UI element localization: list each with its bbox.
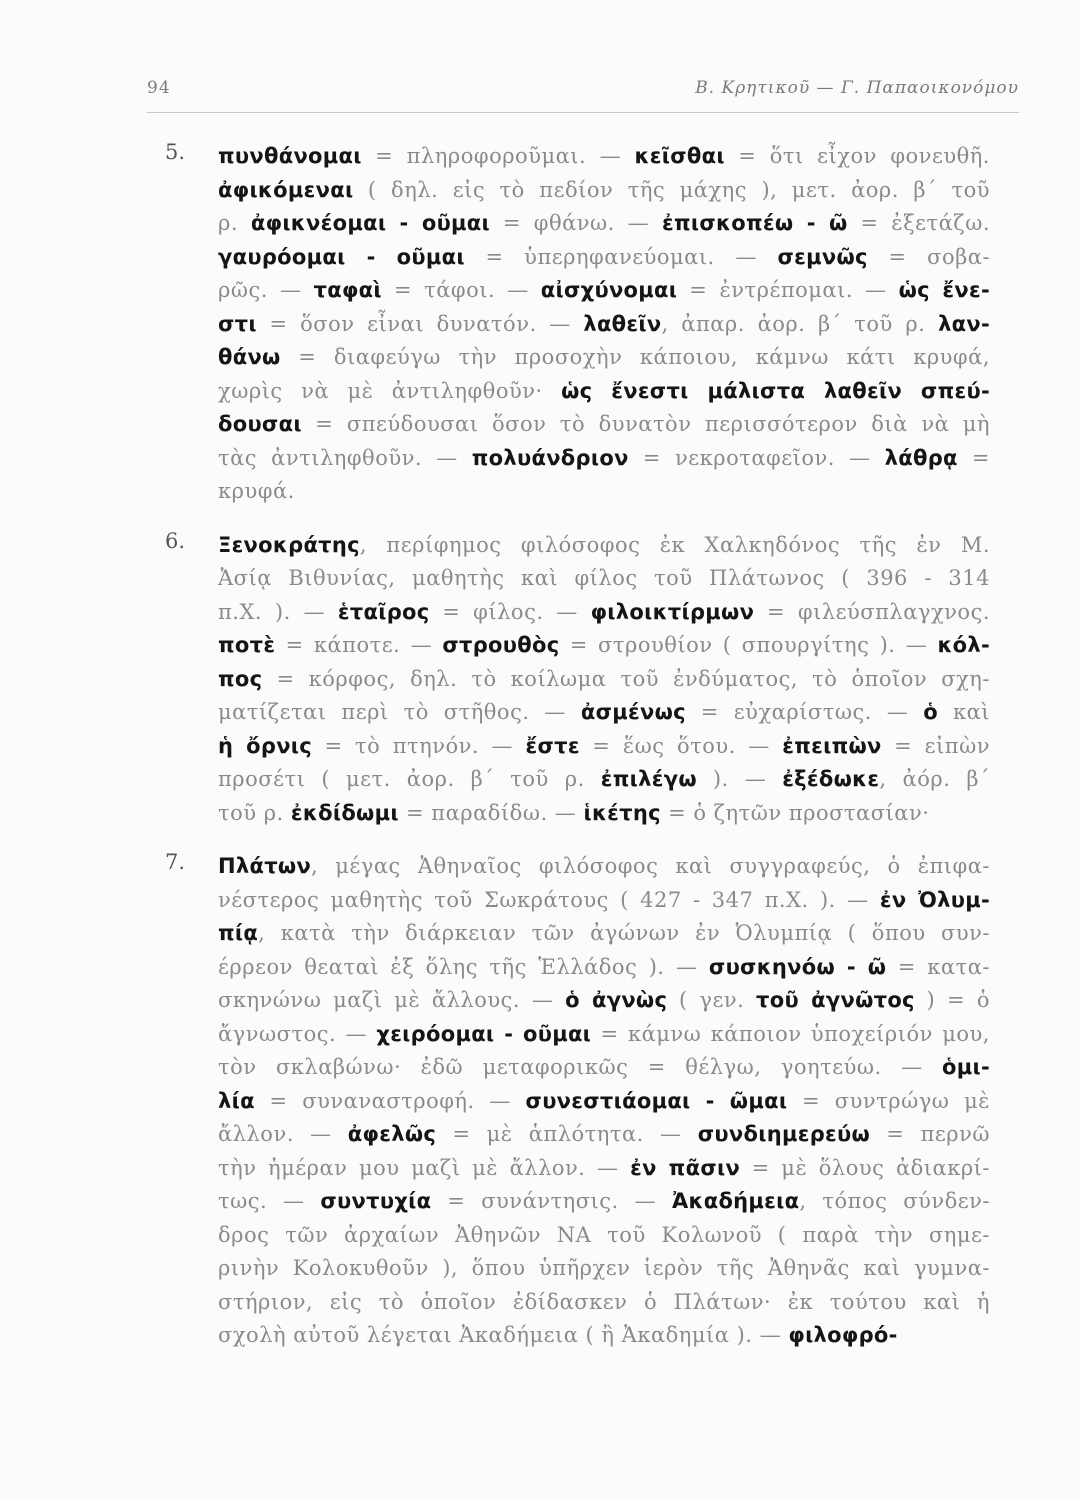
text-line bbox=[218, 475, 990, 509]
glossary-entry bbox=[165, 850, 990, 1353]
text-line bbox=[218, 207, 990, 241]
definition-text: ἄγνωστος. — bbox=[218, 1021, 377, 1046]
text-line bbox=[218, 850, 990, 884]
definition-text: , ἀπαρ. ἀορ. β΄ τοῦ ρ. bbox=[661, 311, 939, 336]
text-line bbox=[218, 1219, 990, 1253]
header-rule bbox=[147, 112, 1019, 113]
definition-text: καὶ bbox=[938, 700, 990, 724]
text-line bbox=[218, 140, 990, 174]
text-line bbox=[218, 529, 990, 563]
text-line bbox=[218, 1286, 990, 1320]
headword: φιλοικτίρμων bbox=[590, 599, 755, 624]
definition-text: χωρὶς νὰ μὲ ἀντιληφθοῦν· bbox=[218, 378, 562, 403]
headword: πίᾳ bbox=[218, 921, 259, 945]
text-line bbox=[218, 663, 990, 697]
text-line bbox=[218, 274, 990, 308]
definition-text: νέστερος μαθητὴς τοῦ Σωκράτους ( 427 - 347 π.Χ. ). — bbox=[218, 887, 880, 912]
definition-text: ματίζεται περὶ τὸ στῆθος. — bbox=[218, 700, 581, 724]
headword: ὡς ἔνε- bbox=[898, 278, 990, 302]
definition-text: = τάφοι. — bbox=[381, 278, 541, 302]
glossary-body bbox=[165, 140, 990, 1373]
text-line bbox=[218, 730, 990, 764]
running-title: Β. Κρητικοῦ — Γ. Παπαοικονόμου bbox=[695, 78, 1019, 98]
text-line bbox=[218, 241, 990, 275]
headword: δουσαι bbox=[218, 412, 302, 436]
headword: ἀσμένως bbox=[580, 700, 686, 724]
headword: Ἀκαδήμεια bbox=[671, 1189, 800, 1213]
definition-text: = κάποτε. — bbox=[275, 633, 443, 657]
headword: ἀφελῶς bbox=[347, 1122, 437, 1146]
definition-text: κρυφά. bbox=[218, 479, 295, 503]
definition-text: = κατα- bbox=[886, 954, 990, 979]
definition-text: = συναναστροφή. — bbox=[254, 1088, 526, 1113]
definition-text: στήριον, εἰς τὸ ὁποῖον ἐδίδασκεν ὁ Πλάτων· ἐκ τούτου καὶ ἡ bbox=[218, 1289, 990, 1314]
headword: συντυχία bbox=[320, 1189, 432, 1213]
headword: ὁ ἀγνὼς bbox=[565, 988, 668, 1012]
text-line bbox=[218, 174, 990, 208]
headword: φιλοφρό- bbox=[788, 1323, 898, 1347]
definition-text: = συνάντησις. — bbox=[431, 1189, 672, 1213]
text-line bbox=[218, 984, 990, 1018]
definition-text: = τὸ πτηνόν. — bbox=[312, 733, 526, 758]
headword: θάνω bbox=[218, 345, 281, 369]
headword: σεμνῶς bbox=[777, 244, 868, 269]
headword: πολυάνδριον bbox=[471, 445, 629, 470]
definition-text: = παραδίδω. — bbox=[398, 800, 584, 825]
text-line bbox=[218, 1118, 990, 1152]
text-line bbox=[218, 1152, 990, 1186]
entry-number: 6. bbox=[165, 528, 186, 553]
definition-text: = εὐχαρίστως. — bbox=[685, 700, 924, 724]
text-line bbox=[218, 442, 990, 476]
headword: χειρόομαι - οῦμαι bbox=[376, 1021, 592, 1046]
page-header bbox=[147, 78, 1019, 112]
definition-text: ρινὴν Κολοκυθοῦν ), ὅπου ὑπῆρχεν ἱερὸν τῆς Ἀθηνᾶς καὶ γυμνα- bbox=[218, 1256, 990, 1280]
headword: συνεστιάομαι - ῶμαι bbox=[525, 1088, 788, 1113]
headword: ἐν Ὀλυμ- bbox=[879, 887, 990, 912]
definition-text: = ὁ ζητῶν προστασίαν· bbox=[660, 800, 930, 825]
definition-text: = φιλεύσπλαγχνος. bbox=[754, 599, 990, 624]
headword: ἀφικόμεναι bbox=[218, 177, 354, 202]
headword: ἔστε bbox=[525, 733, 580, 758]
definition-text: = ὅσον εἶναι δυνατόν. — bbox=[256, 311, 584, 336]
entry-number: 5. bbox=[165, 140, 186, 164]
definition-text: ) = ὁ bbox=[914, 988, 990, 1012]
definition-text: = εἰπὼν bbox=[881, 733, 990, 758]
headword: στι bbox=[218, 311, 257, 336]
headword: Ξενοκράτης bbox=[218, 532, 360, 557]
headword: Πλάτων bbox=[218, 854, 312, 878]
definition-text: έρρεον θεαταὶ ἐξ ὅλης τῆς Ἑλλάδος ). — bbox=[218, 954, 709, 979]
definition-text: ρῶς. — bbox=[218, 278, 314, 302]
definition-text: = ἕως ὅτου. — bbox=[579, 733, 783, 758]
definition-text: τὰς ἀντιληφθοῦν. — bbox=[218, 445, 472, 470]
headword: πυνθάνομαι bbox=[218, 144, 362, 168]
definition-text: = μὲ ἁπλότητα. — bbox=[436, 1122, 698, 1146]
text-line bbox=[218, 1185, 990, 1219]
text-line bbox=[218, 1051, 990, 1085]
definition-text: ρ. bbox=[218, 211, 251, 235]
headword: ἐν πᾶσιν bbox=[630, 1155, 741, 1180]
definition-text: π.Χ. ). — bbox=[218, 599, 338, 624]
headword: στρουθὸς bbox=[442, 633, 560, 657]
headword: λαν- bbox=[938, 311, 990, 336]
definition-text: = ὅτι εἶχον φονευθῆ. bbox=[724, 144, 990, 168]
definition-text: ( δηλ. εἰς τὸ πεδίον τῆς μάχης ), μετ. ἀορ. β΄ τοῦ bbox=[353, 177, 990, 202]
definition-text: = φθάνω. — bbox=[490, 211, 663, 235]
definition-text: = σοβα- bbox=[867, 244, 990, 269]
text-line bbox=[218, 1319, 990, 1353]
headword: ποτὲ bbox=[218, 633, 276, 657]
headword: λία bbox=[218, 1088, 255, 1113]
definition-text: δρος τῶν ἀρχαίων Ἀθηνῶν ΝΑ τοῦ Κολωνοῦ ( παρὰ τὴν σημε- bbox=[218, 1222, 990, 1247]
definition-text: = κόρφος, δηλ. τὸ κοίλωμα τοῦ ἐνδύματος, τὸ ὁποῖον σχη- bbox=[262, 666, 990, 691]
headword: λαθεῖν bbox=[583, 311, 662, 336]
headword: ταφαὶ bbox=[313, 278, 382, 302]
text-line bbox=[218, 596, 990, 630]
headword: λάθρᾳ bbox=[884, 445, 958, 470]
text-line bbox=[218, 797, 990, 831]
glossary-entry bbox=[165, 140, 990, 509]
definition-text: ). — bbox=[696, 767, 783, 791]
definition-text: = νεκροταφεῖον. — bbox=[628, 445, 885, 470]
definition-text: Ἀσίᾳ Βιθυνίας, μαθητὴς καὶ φίλος τοῦ Πλάτωνος ( 396 - 314 bbox=[218, 566, 990, 590]
headword: αἰσχύνομαι bbox=[540, 278, 678, 302]
text-line bbox=[218, 629, 990, 663]
text-line bbox=[218, 341, 990, 375]
headword: ἐκδίδωμι bbox=[290, 800, 399, 825]
page-number: 94 bbox=[147, 78, 171, 98]
definition-text: = κάμνω κάποιον ὑποχείριόν μου, bbox=[591, 1021, 990, 1046]
text-line bbox=[218, 562, 990, 596]
definition-text: = στρουθίον ( σπουργίτης ). — bbox=[559, 633, 938, 657]
definition-text: τοῦ ρ. bbox=[218, 800, 291, 825]
text-line bbox=[218, 917, 990, 951]
definition-text: = ἐντρέπομαι. — bbox=[677, 278, 899, 302]
definition-text: , περίφημος φιλόσοφος ἐκ Χαλκηδόνος τῆς ἐν Μ. bbox=[359, 532, 990, 557]
text-line bbox=[218, 308, 990, 342]
definition-text: προσέτι ( μετ. ἀορ. β΄ τοῦ ρ. bbox=[218, 767, 601, 791]
definition-text: τὸν σκλαβώνω· ἐδῶ μεταφορικῶς = θέλγω, γοητεύω. — bbox=[218, 1055, 943, 1079]
headword: ὡς ἔνεστι μάλιστα λαθεῖν σπεύ- bbox=[561, 378, 990, 403]
headword: ἐπειπὼν bbox=[782, 733, 882, 758]
definition-text: = φίλος. — bbox=[429, 599, 591, 624]
headword: ἡ ὄρνις bbox=[218, 733, 313, 758]
headword: ἀφικνέομαι - οῦμαι bbox=[250, 211, 491, 235]
definition-text: σχολὴ αὐτοῦ λέγεται Ἀκαδήμεια ( ἢ Ἀκαδημία ). — bbox=[218, 1323, 789, 1347]
definition-text: = ἐξετάζω. bbox=[847, 211, 990, 235]
headword: ἐπιλέγω bbox=[600, 767, 697, 791]
headword: κεῖσθαι bbox=[634, 144, 725, 168]
headword: ὁμι- bbox=[942, 1055, 990, 1079]
definition-text: σκηνώνω μαζὶ μὲ ἄλλους. — bbox=[218, 988, 566, 1012]
headword: γαυρόομαι - οῦμαι bbox=[218, 244, 465, 269]
text-line bbox=[218, 408, 990, 442]
definition-text: ἄλλον. — bbox=[218, 1122, 348, 1146]
definition-text: = μὲ ὅλους ἀδιακρί- bbox=[740, 1155, 990, 1180]
text-line bbox=[218, 884, 990, 918]
definition-text: = ὑπερηφανεύομαι. — bbox=[464, 244, 778, 269]
text-line bbox=[218, 375, 990, 409]
headword: κόλ- bbox=[937, 633, 990, 657]
definition-text: = περνῶ bbox=[870, 1122, 990, 1146]
entry-number: 7. bbox=[165, 850, 186, 874]
headword: συσκηνόω - ῶ bbox=[708, 954, 887, 979]
text-line bbox=[218, 763, 990, 797]
headword: ἐπισκοπέω - ῶ bbox=[662, 211, 848, 235]
definition-text: ( γεν. bbox=[667, 988, 757, 1012]
headword: πος bbox=[218, 666, 263, 691]
definition-text: = συντρώγω μὲ bbox=[787, 1088, 990, 1113]
glossary-entry bbox=[165, 529, 990, 831]
text-line bbox=[218, 696, 990, 730]
definition-text: , μέγας Ἀθηναῖος φιλόσοφος καὶ συγγραφεύς, ὁ ἐπιφα- bbox=[311, 854, 990, 878]
headword: τοῦ ἀγνῶτος bbox=[756, 988, 915, 1012]
headword: ἐξέδωκε bbox=[782, 767, 880, 791]
definition-text: = διαφεύγω τὴν προσοχὴν κάποιου, κάμνω κάτι κρυφά, bbox=[280, 345, 990, 369]
definition-text: = bbox=[957, 445, 990, 470]
headword: ἑταῖρος bbox=[337, 599, 430, 624]
text-line bbox=[218, 1085, 990, 1119]
definition-text: , κατὰ τὴν διάρκειαν τῶν ἀγώνων ἐν Ὀλυμπίᾳ ( ὅπου συν- bbox=[258, 921, 990, 945]
headword: συνδιημερεύω bbox=[697, 1122, 871, 1146]
definition-text: , τόπος σύνδεν- bbox=[799, 1189, 990, 1213]
text-line bbox=[218, 951, 990, 985]
headword: ὁ bbox=[923, 700, 939, 724]
headword: ἱκέτης bbox=[583, 800, 661, 825]
text-line bbox=[218, 1018, 990, 1052]
definition-text: τως. — bbox=[218, 1189, 321, 1213]
text-line bbox=[218, 1252, 990, 1286]
definition-text: , ἀόρ. β΄ bbox=[879, 767, 990, 791]
definition-text: = σπεύδουσαι ὅσον τὸ δυνατὸν περισσότερον διὰ νὰ μὴ bbox=[301, 412, 990, 436]
definition-text: τὴν ἡμέραν μου μαζὶ μὲ ἄλλον. — bbox=[218, 1155, 631, 1180]
definition-text: = πληροφοροῦμαι. — bbox=[361, 144, 635, 168]
